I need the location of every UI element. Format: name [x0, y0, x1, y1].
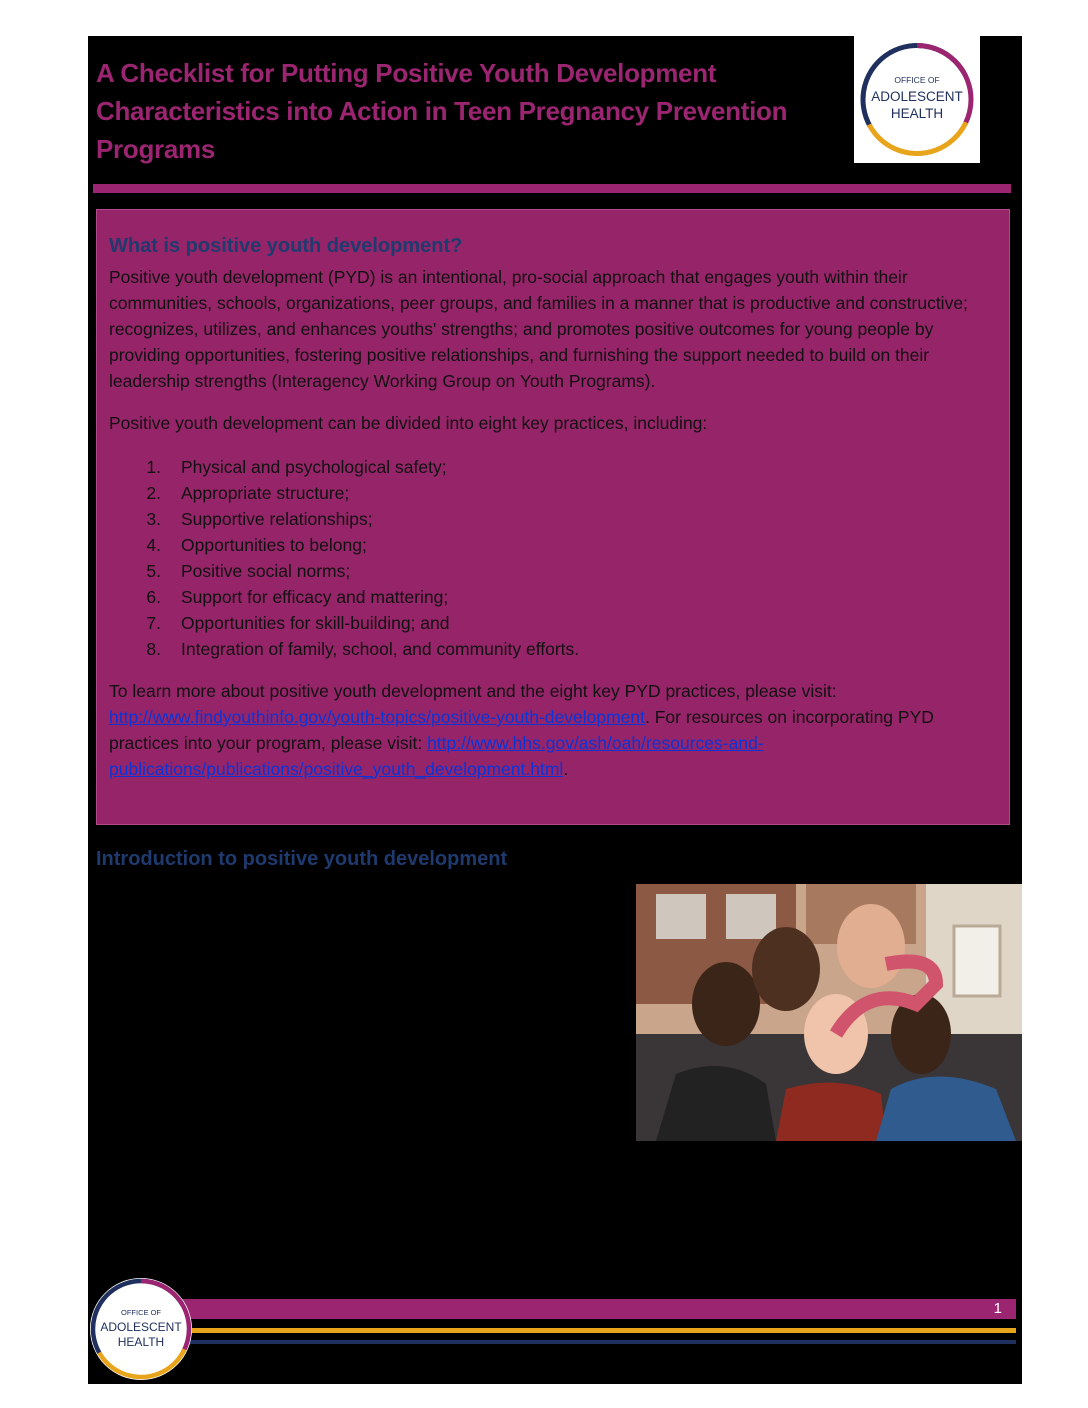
- findyouthinfo-link[interactable]: http://www.findyouthinfo.gov/youth-topics/positive-youth-development: [109, 707, 645, 727]
- group-of-teens-photo: [636, 884, 1022, 1141]
- footer-navy-rule: [181, 1340, 1016, 1344]
- list-item: 7. Opportunities for skill-building; and: [146, 613, 450, 633]
- box-heading: What is positive youth development?: [109, 235, 463, 257]
- footer-oah-logo: [86, 1274, 196, 1384]
- list-item: 4. Opportunities to belong;: [146, 535, 367, 555]
- oah-logo: [854, 36, 980, 163]
- list-item: 2. Appropriate structure;: [146, 483, 350, 503]
- key-practices-list: [137, 454, 579, 662]
- oah-logo-icon: [854, 36, 980, 163]
- oah-logo-small-icon: [86, 1274, 196, 1384]
- svg-text:ADOLESCENT: ADOLESCENT: [871, 89, 963, 104]
- list-item: 6. Support for efficacy and mattering;: [146, 587, 449, 607]
- intro-heading: Introduction to positive youth development: [96, 848, 508, 870]
- teens-photo-icon: [636, 884, 1022, 1141]
- page-background: [88, 36, 1022, 1384]
- list-item: 5. Positive social norms;: [146, 561, 351, 581]
- list-item: 1. Physical and psychological safety;: [146, 457, 447, 477]
- footer-gold-rule: [181, 1328, 1016, 1333]
- learn-more-paragraph: To learn more about positive youth development and the eight key PYD practices, please visit: http://www.findyouthinfo.gov/youth-topics/positive-youth-development. For resources on incorporating PYD practices into your program, please visit: http://www.hhs.gov/ash/oah/resources-and-publications/publications/positive_youth_development.html.: [109, 681, 934, 779]
- svg-text:HEALTH: HEALTH: [117, 1335, 165, 1349]
- svg-text:ADOLESCENT: ADOLESCENT: [100, 1320, 182, 1334]
- list-item: 8. Integration of family, school, and community efforts.: [146, 639, 580, 659]
- list-item: 3. Supportive relationships;: [146, 509, 373, 529]
- svg-text:OFFICE OF: OFFICE OF: [894, 75, 940, 85]
- svg-text:HEALTH: HEALTH: [890, 106, 944, 121]
- hhs-resources-link[interactable]: http://www.hhs.gov/ash/oah/resources-and-publications/publications/positive_youth_development.html: [109, 733, 764, 779]
- svg-text:OFFICE OF: OFFICE OF: [121, 1308, 161, 1317]
- pyd-definition-box: [96, 209, 1010, 825]
- document-title: A Checklist for Putting Positive Youth Development Characteristics into Action in Teen Pregnancy Prevention Programs: [96, 58, 788, 164]
- pyd-definition-paragraph: Positive youth development (PYD) is an intentional, pro-social approach that engages youth within their communities, schools, organizations, peer groups, and families in a manner that is productive and constructive; recognizes, utilizes, and enhances youths' strengths; and promotes positive outcomes for young people by providing opportunities, fostering positive relationships, and furnishing the support needed to build on their leadership strengths (Interagency Working Group on Youth Programs).: [109, 267, 968, 391]
- footer-bar: [181, 1299, 1016, 1319]
- title-divider: [93, 184, 1011, 193]
- practices-intro-paragraph: Positive youth development can be divided into eight key practices, including:: [109, 413, 708, 433]
- page-number: 1: [993, 1300, 1002, 1317]
